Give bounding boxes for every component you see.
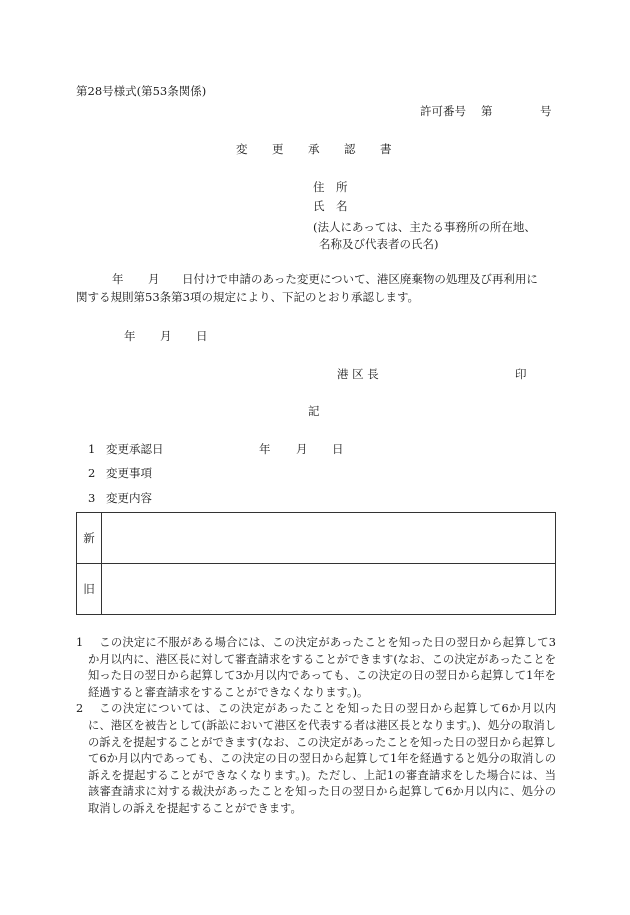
item-number: 2	[88, 466, 96, 480]
title-char: 書	[380, 142, 392, 156]
change-table	[76, 512, 556, 615]
item-label: 変更内容	[106, 491, 152, 505]
name-label: 氏 名	[313, 199, 348, 213]
ki-heading: 記	[308, 404, 320, 418]
permit-number-label: 許可番号	[420, 104, 466, 118]
body-year: 年	[112, 272, 124, 286]
item-number: 3	[88, 491, 96, 505]
item-label: 変更事項	[106, 466, 152, 480]
old-content-cell	[102, 564, 556, 615]
issuer-title: 港 区 長	[337, 367, 379, 381]
seal-mark: 印	[515, 367, 527, 381]
form-number: 第28号様式(第53条関係)	[76, 84, 207, 98]
document-title	[236, 142, 392, 157]
new-label: 新	[77, 513, 102, 564]
old-label: 旧	[77, 564, 102, 615]
item-label: 変更承認日	[106, 442, 164, 456]
body-month: 月	[148, 272, 160, 286]
note-text: この決定については、この決定があったことを知った日の翌日から起算して6か月以内に、港区を被告として(訴訟において港区を代表する者は港区長となります。)、処分の取消しの訴えを提起することができます(なお、この決定があったことを知った日の翌日から起算して6か月以内であっても、この決定の日の翌日から起算して1年を経過すると処分の取消しの訴えを提起することができなくなります。)。ただし、上記1の審査請求をした場合には、当該審査請求に対する裁決があったことを知った日の翌日から起算して6か月以内に、処分の取消しの訴えを提起することができます。	[88, 702, 556, 815]
corporate-note-line2: 名称及び代表者の氏名)	[319, 237, 439, 251]
body-line1: 日付けで申請のあった変更について、港区廃棄物の処理及び再利用に	[182, 272, 538, 286]
title-char: 承	[308, 142, 320, 156]
table-row-new	[77, 513, 556, 564]
corporate-note-line1: (法人にあっては、主たる事務所の所在地、	[313, 220, 536, 234]
date-year: 年	[124, 329, 136, 343]
title-char: 更	[272, 142, 284, 156]
note-item	[76, 701, 556, 817]
title-char: 認	[344, 142, 356, 156]
body-line2: 関する規則第53条第3項の規定により、下記のとおり承認します。	[76, 290, 420, 304]
new-content-cell	[102, 513, 556, 564]
date-day: 日	[196, 329, 208, 343]
note-item	[76, 635, 556, 701]
item-number: 1	[88, 442, 96, 456]
table-row-old	[77, 564, 556, 615]
item-day: 日	[332, 442, 344, 456]
item-year: 年	[259, 442, 271, 456]
date-month: 月	[160, 329, 172, 343]
title-char: 変	[236, 142, 248, 156]
address-label: 住 所	[313, 180, 348, 194]
item-month: 月	[296, 442, 308, 456]
note-number: 1	[76, 636, 84, 649]
permit-number-dai: 第	[481, 104, 493, 118]
notes-section	[76, 635, 556, 818]
permit-number-go: 号	[540, 104, 552, 118]
note-text: この決定に不服がある場合には、この決定があったことを知った日の翌日から起算して3か月以内に、港区長に対して審査請求をすることができます(なお、この決定があったことを知った日の翌日から起算して3か月以内であっても、この決定の日の翌日から起算して1年を経過すると審査請求をすることができなくなります。)。	[88, 636, 556, 699]
note-number: 2	[76, 702, 84, 716]
